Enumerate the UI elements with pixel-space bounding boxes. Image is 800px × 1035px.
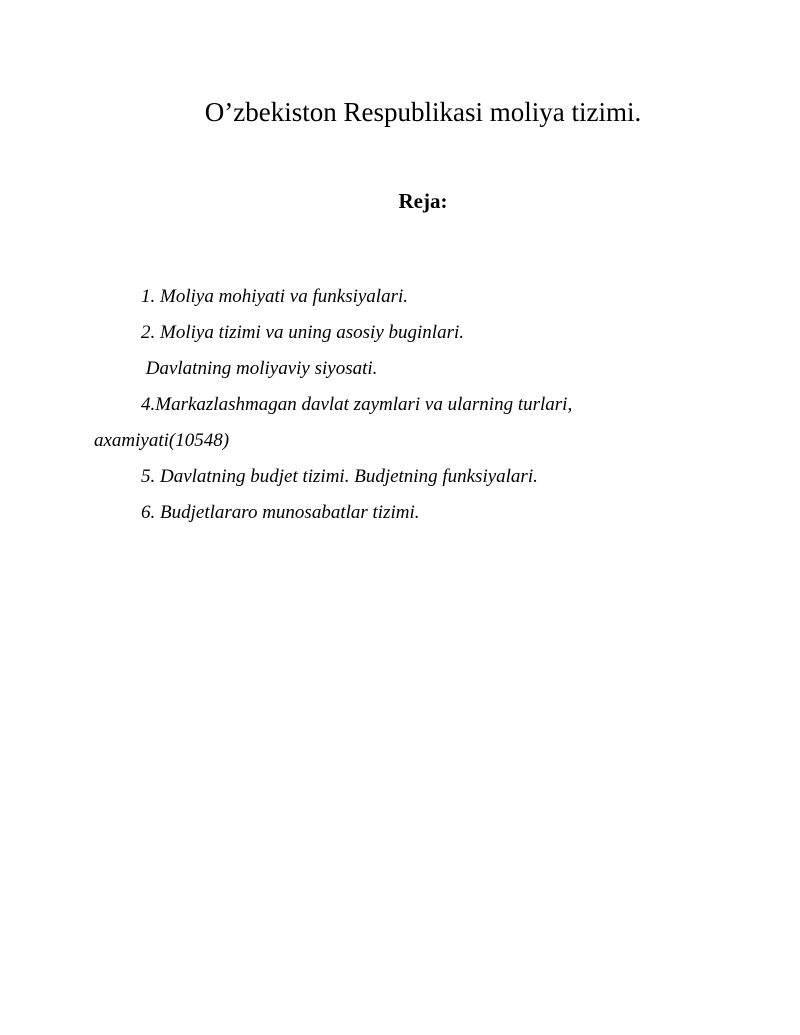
list-item-continuation — [94, 423, 714, 459]
list-item — [94, 315, 714, 351]
list-item-text: 6. Budjetlararo munosabatlar tizimi. — [141, 502, 420, 523]
list-item — [94, 459, 714, 495]
list-item-text: 5. Davlatning budjet tizimi. Budjetning funksiyalari. — [141, 466, 538, 487]
list-item-text: 2. Moliya tizimi va uning asosiy buginlari. — [141, 322, 464, 343]
list-item — [94, 351, 714, 387]
list-item-text: 4.Markazlashmagan davlat zaymlari va ularning turlari, — [141, 394, 573, 415]
plan-heading: Reja: — [398, 189, 448, 213]
list-item — [94, 387, 714, 423]
page-title: O’zbekiston Respublikasi moliya tizimi. — [204, 97, 642, 127]
list-item — [94, 495, 714, 531]
list-item-text: axamiyati(10548) — [94, 430, 230, 451]
list-item-text: Davlatning moliyaviy siyosati. — [141, 358, 378, 379]
list-item — [94, 279, 714, 315]
list-item-text: 1. Moliya mohiyati va funksiyalari. — [141, 286, 409, 307]
plan-list — [94, 279, 714, 531]
